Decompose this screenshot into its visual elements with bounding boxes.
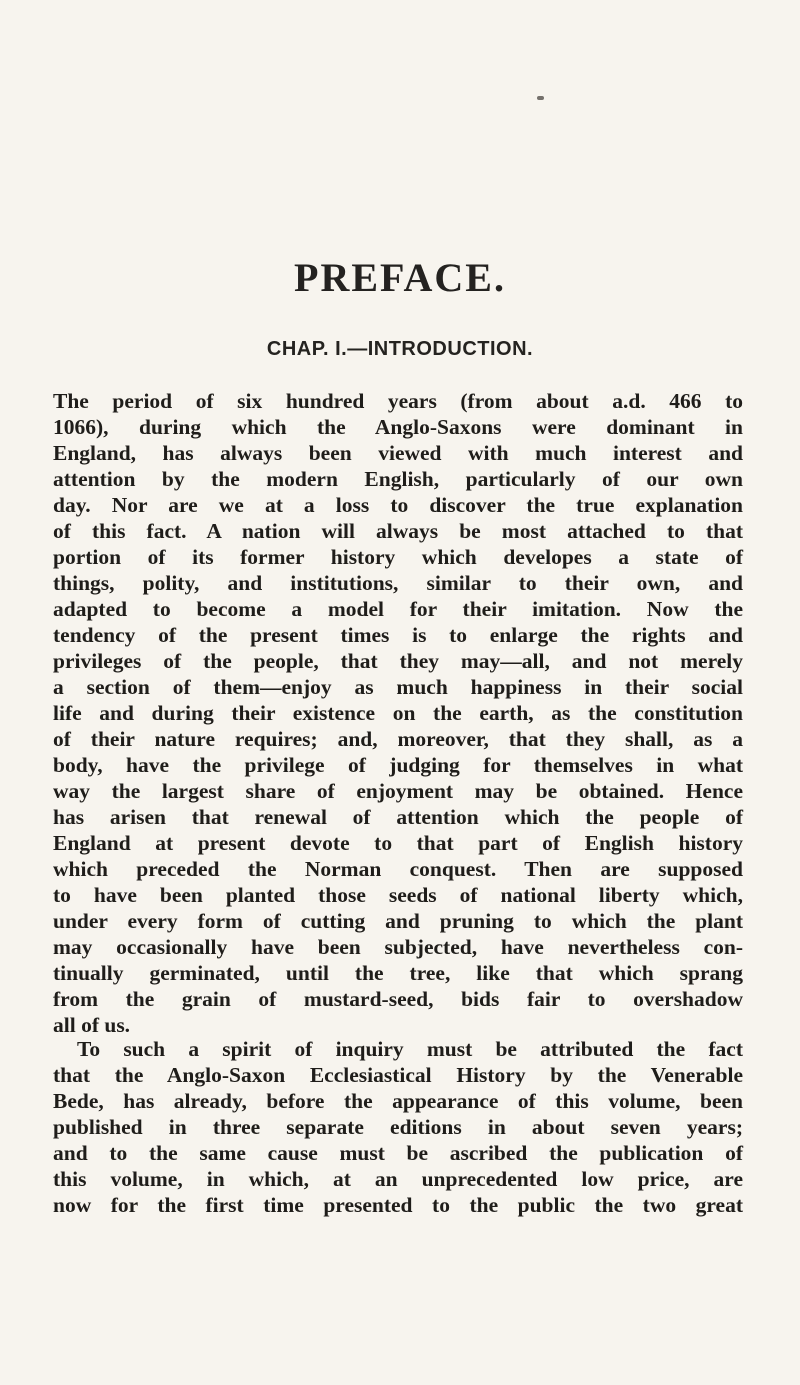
text-line: published in three separate editions in about seven years; xyxy=(53,1115,743,1139)
text-line: 1066), during which the Anglo-Saxons were dominant in xyxy=(53,415,743,439)
text-line: things, polity, and institutions, similar to their own, and xyxy=(53,571,743,595)
text-line: To such a spirit of inquiry must be attributed the fact xyxy=(77,1037,743,1061)
text-line: England at present devote to that part of English history xyxy=(53,831,743,855)
text-line: England, has always been viewed with much interest and xyxy=(53,441,743,465)
text-line: tinually germinated, until the tree, like that which sprang xyxy=(53,961,743,985)
text-line: body, have the privilege of judging for themselves in what xyxy=(53,753,743,777)
text-line: privileges of the people, that they may—all, and not merely xyxy=(53,649,743,673)
text-line: day. Nor are we at a loss to discover the true explanation xyxy=(53,493,743,517)
paragraph-2 xyxy=(53,1036,743,1218)
text-line: tendency of the present times is to enlarge the rights and xyxy=(53,623,743,647)
text-line: this volume, in which, at an unprecedented low price, are xyxy=(53,1167,743,1191)
text-line: life and during their existence on the earth, as the constitution xyxy=(53,701,743,725)
text-line: may occasionally have been subjected, have nevertheless con- xyxy=(53,935,743,959)
text-line: now for the first time presented to the public the two great xyxy=(53,1193,743,1217)
text-line: portion of its former history which developes a state of xyxy=(53,545,743,569)
chapter-heading: CHAP. I.—INTRODUCTION. xyxy=(266,338,534,360)
text-line: all of us. xyxy=(53,1013,131,1037)
text-line: and to the same cause must be ascribed the publication of xyxy=(53,1141,743,1165)
text-line: which preceded the Norman conquest. Then are supposed xyxy=(53,857,743,881)
text-line: Bede, has already, before the appearance of this volume, been xyxy=(53,1089,743,1113)
text-line: of their nature requires; and, moreover, that they shall, as a xyxy=(53,727,743,751)
text-line: attention by the modern English, particularly of our own xyxy=(53,467,743,491)
text-line: to have been planted those seeds of national liberty which, xyxy=(53,883,743,907)
text-line: under every form of cutting and pruning to which the plant xyxy=(53,909,743,933)
text-line: of this fact. A nation will always be most attached to that xyxy=(53,519,743,543)
text-line: way the largest share of enjoyment may be obtained. Hence xyxy=(53,779,743,803)
page-title: PREFACE. xyxy=(294,255,506,300)
text-line: has arisen that renewal of attention which the people of xyxy=(53,805,743,829)
text-line: that the Anglo-Saxon Ecclesiastical History by the Venerable xyxy=(53,1063,743,1087)
text-line: The period of six hundred years (from about a.d. 466 to xyxy=(53,389,743,413)
text-line: from the grain of mustard-seed, bids fair to overshadow xyxy=(53,987,743,1011)
ink-mark xyxy=(537,96,544,100)
text-line: adapted to become a model for their imitation. Now the xyxy=(53,597,743,621)
paragraph-1 xyxy=(53,388,743,1038)
text-line: a section of them—enjoy as much happiness in their social xyxy=(53,675,743,699)
